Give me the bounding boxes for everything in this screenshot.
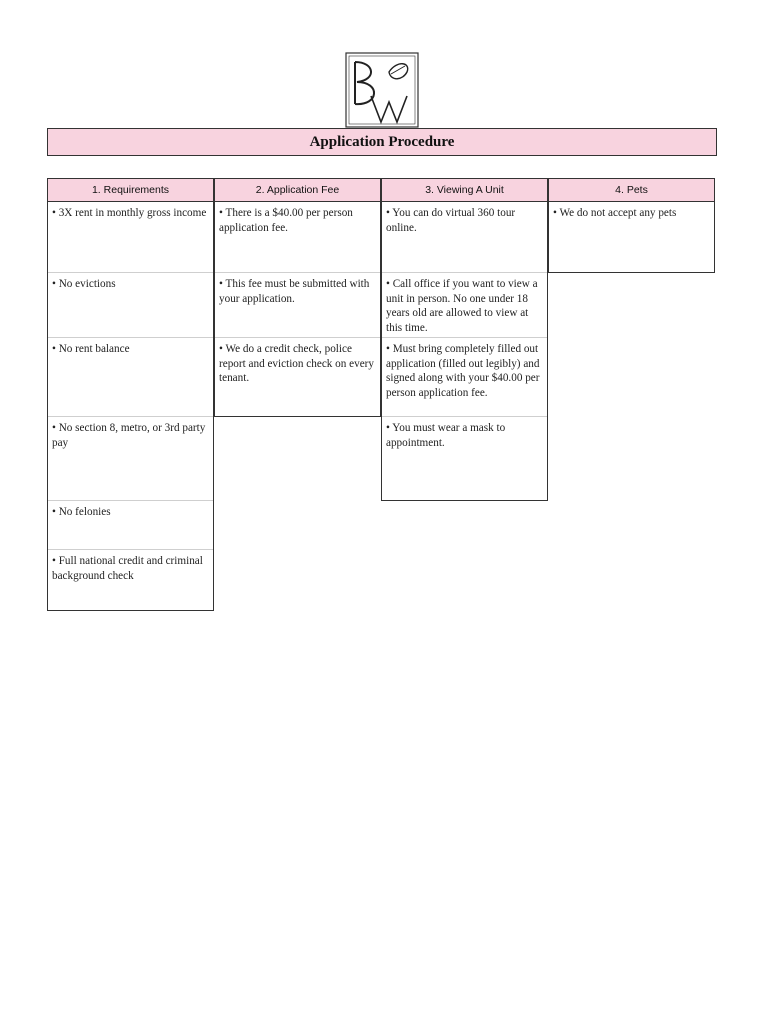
- column-viewing-a-unit: [381, 178, 548, 501]
- list-item: • There is a $40.00 per person application fee.: [215, 202, 380, 273]
- column-header: 4. Pets: [549, 179, 714, 202]
- list-item: • No rent balance: [48, 338, 213, 417]
- column-pets: [548, 178, 715, 273]
- list-item: • Full national credit and criminal background check: [52, 555, 203, 582]
- list-item: • No evictions: [48, 273, 213, 338]
- page-title: Application Procedure: [47, 128, 717, 156]
- list-item: • 3X rent in monthly gross income: [48, 202, 213, 273]
- column-requirements: [47, 178, 214, 611]
- list-item: • Must bring completely filled out application (filled out legibly) and signed along with your $40.00 per person application fee.: [382, 338, 547, 417]
- list-item: • No felonies: [48, 501, 213, 550]
- column-header: 2. Application Fee: [215, 179, 380, 202]
- bw-logo: [345, 52, 419, 128]
- list-item: • You can do virtual 360 tour online.: [382, 202, 547, 273]
- list-item: • You must wear a mask to appointment.: [386, 422, 506, 449]
- list-item: • We do a credit check, police report and eviction check on every tenant.: [219, 343, 375, 384]
- column-application-fee: [214, 178, 381, 417]
- list-item: • We do not accept any pets: [553, 207, 677, 219]
- column-header: 1. Requirements: [48, 179, 213, 202]
- list-item: • This fee must be submitted with your application.: [215, 273, 380, 338]
- list-item: • Call office if you want to view a unit in person. No one under 18 years old are allowed to view at this time.: [382, 273, 547, 338]
- column-header: 3. Viewing A Unit: [382, 179, 547, 202]
- list-item: • No section 8, metro, or 3rd party pay: [48, 417, 213, 501]
